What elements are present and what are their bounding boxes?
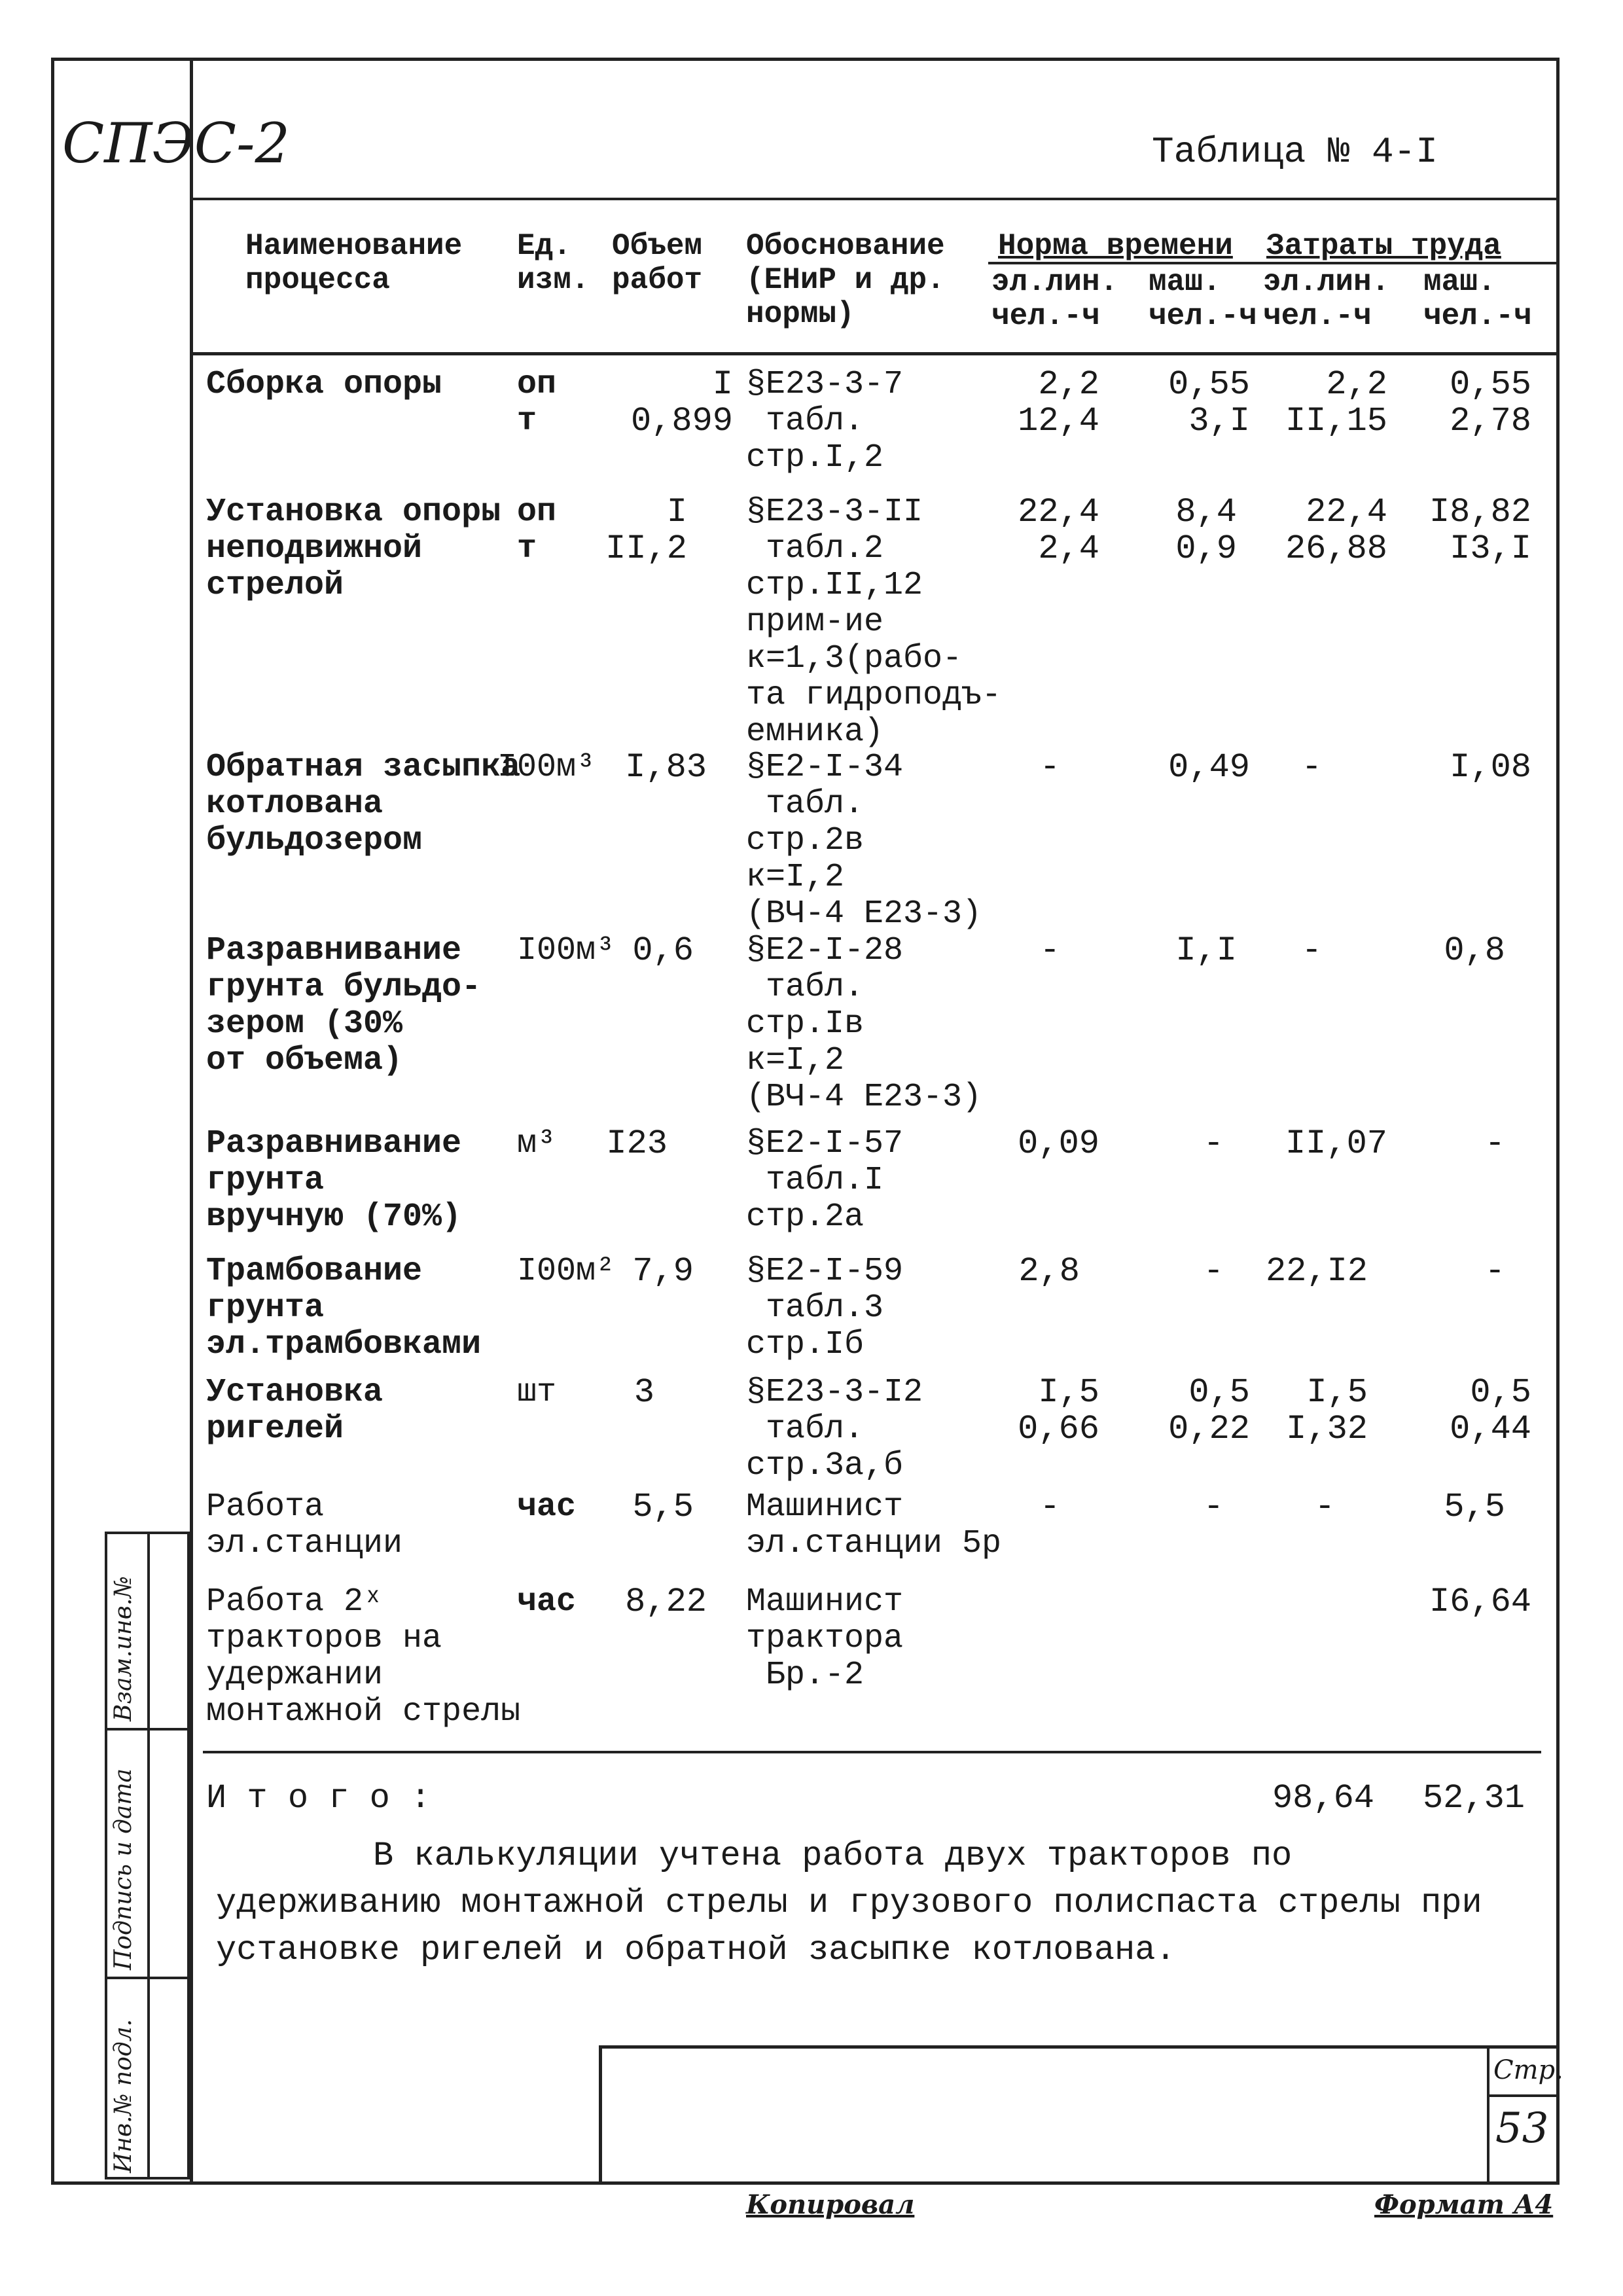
row-c4: -	[1484, 1124, 1505, 1163]
row-c4: I,08	[1450, 748, 1531, 787]
row-c3: 22,I2	[1265, 1252, 1368, 1291]
row-volume: I II,2	[605, 493, 687, 568]
row-c2: 8,4 0,9	[1175, 493, 1237, 568]
row-basis: §Е2-I-28 табл. стр.Iв к=I,2 (ВЧ-4 Е23-3)	[746, 932, 982, 1116]
row-c1: -	[1039, 931, 1060, 970]
row-volume: 5,5	[632, 1488, 694, 1526]
row-unit: час	[517, 1583, 577, 1621]
row-c3: II,07	[1285, 1124, 1387, 1163]
row-c1: 22,4 2,4	[1018, 493, 1099, 568]
row-process: Работа 2ˣ тракторов на удержании монтажной стрелы	[206, 1583, 521, 1731]
row-c4: 5,5	[1444, 1488, 1505, 1526]
row-c2: -	[1203, 1252, 1224, 1291]
footer-format: Формат А4	[1374, 2189, 1554, 2220]
footer-copied-by: Копировал	[746, 2189, 915, 2220]
row-basis: §Е23-3-7 табл. стр.I,2	[746, 366, 904, 476]
row-basis: Машинист эл.станции 5р	[746, 1488, 1002, 1562]
row-c3: -	[1301, 931, 1322, 970]
row-basis: §Е2-I-34 табл. стр.2в к=I,2 (ВЧ-4 Е23-3)	[746, 749, 982, 933]
total-c4: 52,31	[1422, 1779, 1525, 1818]
row-c4: -	[1484, 1252, 1505, 1291]
row-c1: I,5 0,66	[1018, 1373, 1099, 1448]
header-volume: Объем работ	[612, 229, 703, 297]
row-volume: I23	[606, 1124, 668, 1163]
total-c3: 98,64	[1272, 1779, 1374, 1818]
row-c3: -	[1301, 748, 1322, 787]
row-unit: м³	[517, 1125, 557, 1162]
row-c4: 0,5 0,44	[1450, 1373, 1531, 1448]
side-strip-inner	[147, 1532, 150, 2179]
header-process: Наименование процесса	[245, 229, 463, 297]
row-c3: 22,4 26,88	[1285, 493, 1387, 568]
row-c2: 0,49	[1168, 748, 1250, 787]
header-labor-cost: Затраты труда	[1266, 229, 1501, 263]
title-block	[599, 2045, 1558, 2183]
title-block-page-line	[1487, 2094, 1558, 2097]
row-c4: I6,64	[1429, 1583, 1531, 1621]
row-unit: час	[517, 1488, 577, 1526]
row-volume: 8,22	[625, 1583, 707, 1621]
binding-margin-line	[190, 59, 193, 2183]
header-basis: Обоснование (ЕНиР и др. нормы)	[746, 229, 945, 331]
row-c4: 0,55 2,78	[1450, 365, 1531, 440]
row-c4: 0,8	[1444, 931, 1505, 970]
row-c1: 2,2 12,4	[1018, 365, 1099, 440]
row-c2: 0,5 0,22	[1168, 1373, 1250, 1448]
row-c2: -	[1203, 1488, 1224, 1526]
row-c3: 2,2 II,15	[1285, 365, 1387, 440]
row-unit: оп т	[517, 493, 557, 567]
header-el-1: эл.лин. чел.-ч	[991, 265, 1118, 333]
page-number: 53	[1495, 2104, 1549, 2153]
row-volume: I 0,899	[630, 365, 733, 440]
row-c1: -	[1039, 748, 1060, 787]
row-basis: §Е23-3-II табл.2 стр.II,12 прим-ие к=1,3(рабо- та гидроподъ- емника)	[746, 493, 1002, 751]
header-mach-1: маш. чел.-ч	[1149, 265, 1257, 333]
row-c1: 0,09	[1018, 1124, 1099, 1163]
row-basis: §Е23-3-I2 табл. стр.3а,б	[746, 1374, 923, 1484]
row-unit: I00м³	[517, 932, 616, 969]
row-volume: 0,6	[632, 931, 694, 970]
side-label-replace: Взам.инв.№	[110, 1575, 137, 1721]
row-c1: -	[1039, 1488, 1060, 1526]
row-process: Работа эл.станции	[206, 1488, 403, 1562]
row-process: Обратная засыпка котлована бульдозером	[206, 749, 521, 859]
row-unit: I00м²	[517, 1253, 616, 1290]
row-volume: 7,9	[632, 1252, 694, 1291]
row-c2: 0,55 3,I	[1168, 365, 1250, 440]
row-unit: I00м³	[497, 749, 596, 786]
row-basis: §Е2-I-57 табл.I стр.2а	[746, 1125, 904, 1236]
title-block-page-divider	[1487, 2045, 1489, 2183]
row-process: Установка ригелей	[206, 1374, 383, 1448]
calculation-note: В калькуляции учтена работа двух тракторов по удерживанию монтажной стрелы и грузового полиспаста стрелы при установке ригелей и обратной засыпке котлована.	[216, 1837, 1482, 1969]
header-norm-time: Норма времени	[998, 229, 1233, 263]
header-mach-2: маш. чел.-ч	[1423, 265, 1532, 333]
row-basis: Машинист трактора Бр.-2	[746, 1583, 904, 1694]
row-unit: оп т	[517, 366, 557, 440]
row-c1: 2,8	[1018, 1252, 1080, 1291]
total-separator	[203, 1751, 1541, 1753]
row-basis: §Е2-I-59 табл.3 стр.Iб	[746, 1253, 904, 1363]
row-process: Трамбование грунта эл.трамбовками	[206, 1253, 482, 1363]
side-label-inv: Инв.№ подл.	[110, 2018, 137, 2173]
row-c3: -	[1314, 1488, 1335, 1526]
row-c4: I8,82 I3,I	[1429, 493, 1531, 568]
row-process: Установка опоры неподвижной стрелой	[206, 493, 501, 604]
header-el-2: эл.лин. чел.-ч	[1263, 265, 1390, 333]
row-volume: 3	[633, 1373, 654, 1412]
row-c2: I,I	[1175, 931, 1237, 970]
row-unit: шт	[517, 1374, 557, 1411]
table-title: Таблица № 4-I	[1152, 131, 1438, 173]
page-label: Стр.	[1493, 2055, 1563, 2085]
row-c2: -	[1203, 1124, 1224, 1163]
corner-mark: СПЭС-2	[62, 111, 290, 175]
side-label-sign: Подпись и дата	[110, 1768, 137, 1970]
row-process: Разравнивание грунта бульдо- зером (30% от объема)	[206, 932, 482, 1079]
row-process: Сборка опоры	[206, 366, 442, 403]
row-c3: I,5 I,32	[1286, 1373, 1368, 1448]
header-unit: Ед. изм.	[517, 229, 590, 297]
total-label: И т о г о :	[206, 1779, 431, 1818]
row-volume: I,83	[625, 748, 707, 787]
row-process: Разравнивание грунта вручную (70%)	[206, 1125, 462, 1236]
header-bottom-line	[193, 352, 1558, 355]
header-top-line	[193, 198, 1558, 200]
